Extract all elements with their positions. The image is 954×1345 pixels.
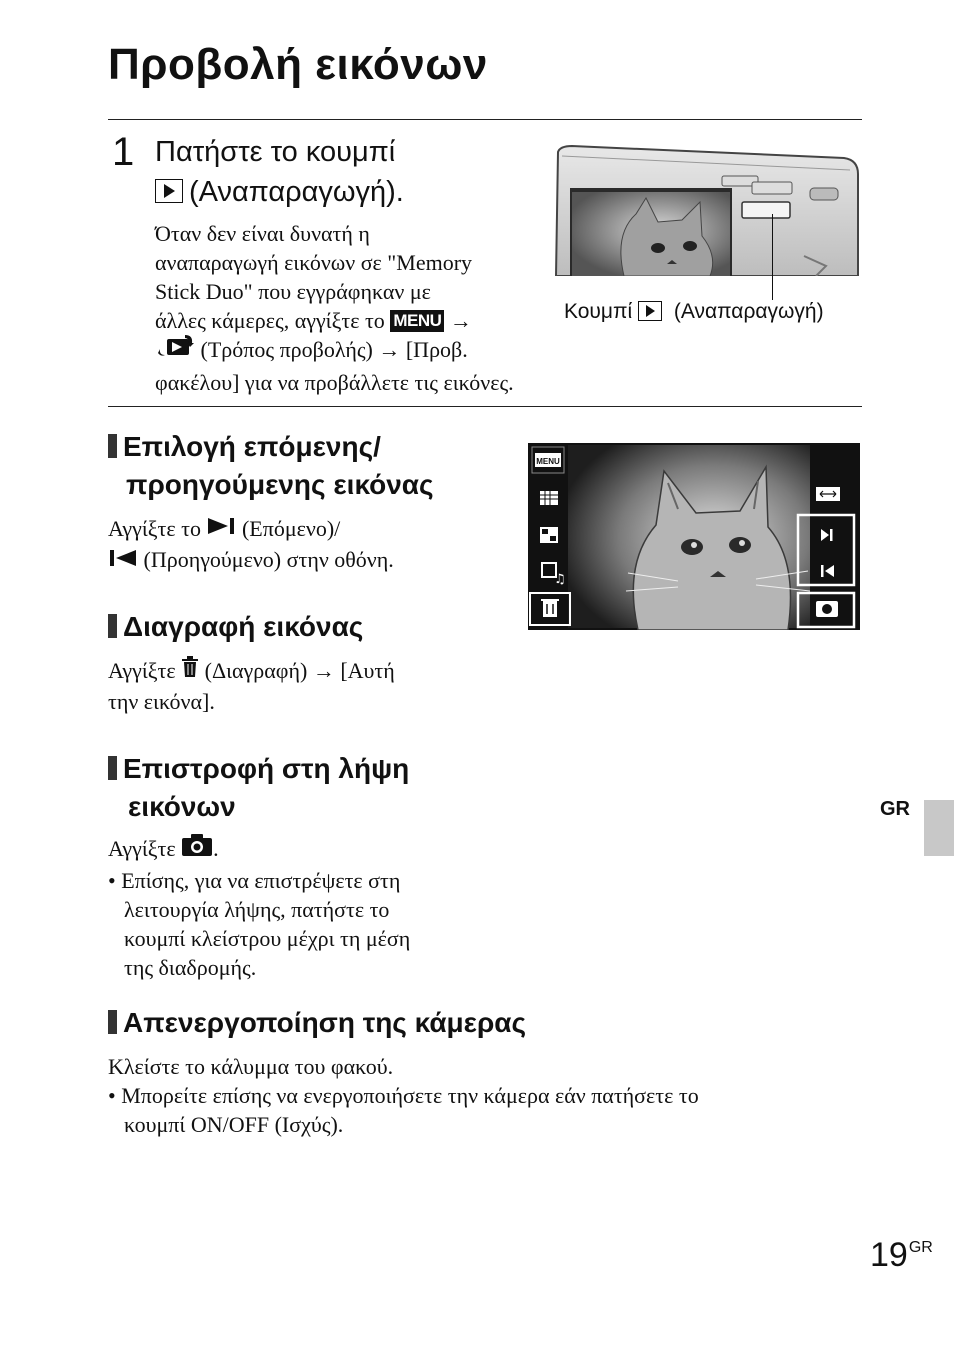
camera-callout: [564, 300, 824, 324]
playback-icon: [155, 179, 183, 203]
language-tab: [924, 800, 954, 856]
next-icon: [206, 514, 236, 543]
power-off-bullet-line1: • Μπορείτε επίσης να ενεργοποιήσετε την κάμερα εάν πατήσετε το: [108, 1083, 699, 1108]
delete-line2: την εικόνα].: [108, 689, 215, 715]
section-return-heading: [108, 750, 508, 826]
heading-line1: Επιλογή επόμενης/: [123, 431, 381, 462]
trash-icon: [181, 656, 199, 685]
next-prev-line2-post: (Προηγούμενο) στην οθόνη.: [143, 547, 394, 573]
camera-icon: [181, 833, 213, 864]
return-bullet-line1: • Επίσης, για να επιστρέψετε στη: [108, 868, 401, 894]
screen-illustration: [528, 443, 860, 630]
previous-icon: [108, 546, 138, 575]
language-label: GR: [880, 798, 910, 820]
heading-line1: Επιστροφή στη λήψη: [123, 753, 410, 784]
section-power-off-body: [108, 1052, 868, 1139]
step1-line5: [155, 335, 595, 368]
step-title-line2: [155, 172, 555, 212]
section-delete-heading: [108, 608, 363, 646]
arrow: →: [312, 658, 335, 683]
section-delete-body: [108, 656, 508, 716]
svg-text:♫: ♫: [554, 572, 566, 587]
step1-line4: [155, 306, 595, 335]
step-title-line1: Πατήστε το κουμπί: [155, 136, 396, 168]
next-prev-line1-post: (Επόμενο)/: [241, 516, 341, 541]
return-line1-post: .: [213, 836, 219, 861]
section-power-off-heading: [108, 1004, 526, 1042]
camera-illustration: [554, 144, 860, 276]
step1-line5-text: (Τρόπος προβολής): [200, 337, 373, 362]
section-next-prev-heading: [108, 428, 508, 504]
delete-line1-pre: Αγγίξτε: [108, 658, 176, 683]
delete-line1-post: [Αυτή: [340, 658, 395, 683]
step1-line1: Όταν δεν είναι δυνατή η: [155, 221, 370, 246]
svg-text:MENU: MENU: [536, 457, 560, 466]
heading-line2: εικόνων: [128, 791, 236, 822]
camera-callout-post: (Αναπαραγωγή): [673, 300, 824, 323]
return-line1-pre: Αγγίξτε: [108, 836, 176, 861]
power-off-line1: Κλείστε το κάλυμμα του φακού.: [108, 1054, 394, 1079]
return-bullet-line3: κουμπί κλείστρου μέχρι τη μέση: [124, 926, 411, 952]
view-mode-icon: [155, 333, 195, 366]
page-number-value: 19: [870, 1236, 908, 1274]
delete-line1-mid: (Διαγραφή): [204, 658, 308, 683]
return-bullet-line4: της διαδρομής.: [124, 955, 257, 981]
menu-icon: MENU: [390, 310, 444, 332]
section-return-body: [108, 834, 508, 982]
heading-line2: προηγούμενης εικόνας: [126, 469, 434, 500]
step1-line4-text: άλλες κάμερες, αγγίξτε το: [155, 308, 385, 333]
step-number: 1: [112, 130, 135, 174]
return-bullet-line2: λειτουργία λήψης, πατήστε το: [124, 897, 390, 923]
section-marker: [108, 756, 117, 780]
section-marker: [108, 434, 117, 458]
section-marker: [108, 614, 117, 638]
camera-callout-pre: Κουμπί: [564, 300, 633, 323]
section-divider: [108, 406, 862, 407]
arrow: →: [378, 337, 401, 362]
arrow: →: [449, 308, 472, 333]
heading-text: Διαγραφή εικόνας: [123, 611, 364, 642]
step-title: [155, 132, 555, 212]
next-prev-line1-pre: Αγγίξτε το: [108, 516, 201, 541]
step-title-line2-text: (Αναπαραγωγή).: [189, 176, 404, 208]
step1-line3: Stick Duo" που εγγράφηκαν με: [155, 279, 431, 304]
page-number: [870, 1236, 933, 1275]
step1-line2: αναπαραγωγή εικόνων σε "Memory: [155, 250, 473, 275]
callout-line: [772, 214, 773, 300]
playback-icon: [638, 301, 662, 321]
top-divider: [108, 119, 862, 120]
page-number-suffix: GR: [908, 1239, 933, 1256]
step1-line5-post: [Προβ.: [405, 337, 468, 362]
power-off-bullet-line2: κουμπί ON/OFF (Ισχύς).: [124, 1112, 344, 1137]
section-next-prev-body: [108, 514, 528, 577]
step1-body: [155, 219, 595, 397]
step1-line6: φακέλου] για να προβάλλετε τις εικόνες.: [155, 370, 514, 396]
page-title: Προβολή εικόνων: [108, 40, 488, 89]
section-marker: [108, 1010, 117, 1034]
heading-text: Απενεργοποίηση της κάμερας: [123, 1007, 527, 1038]
